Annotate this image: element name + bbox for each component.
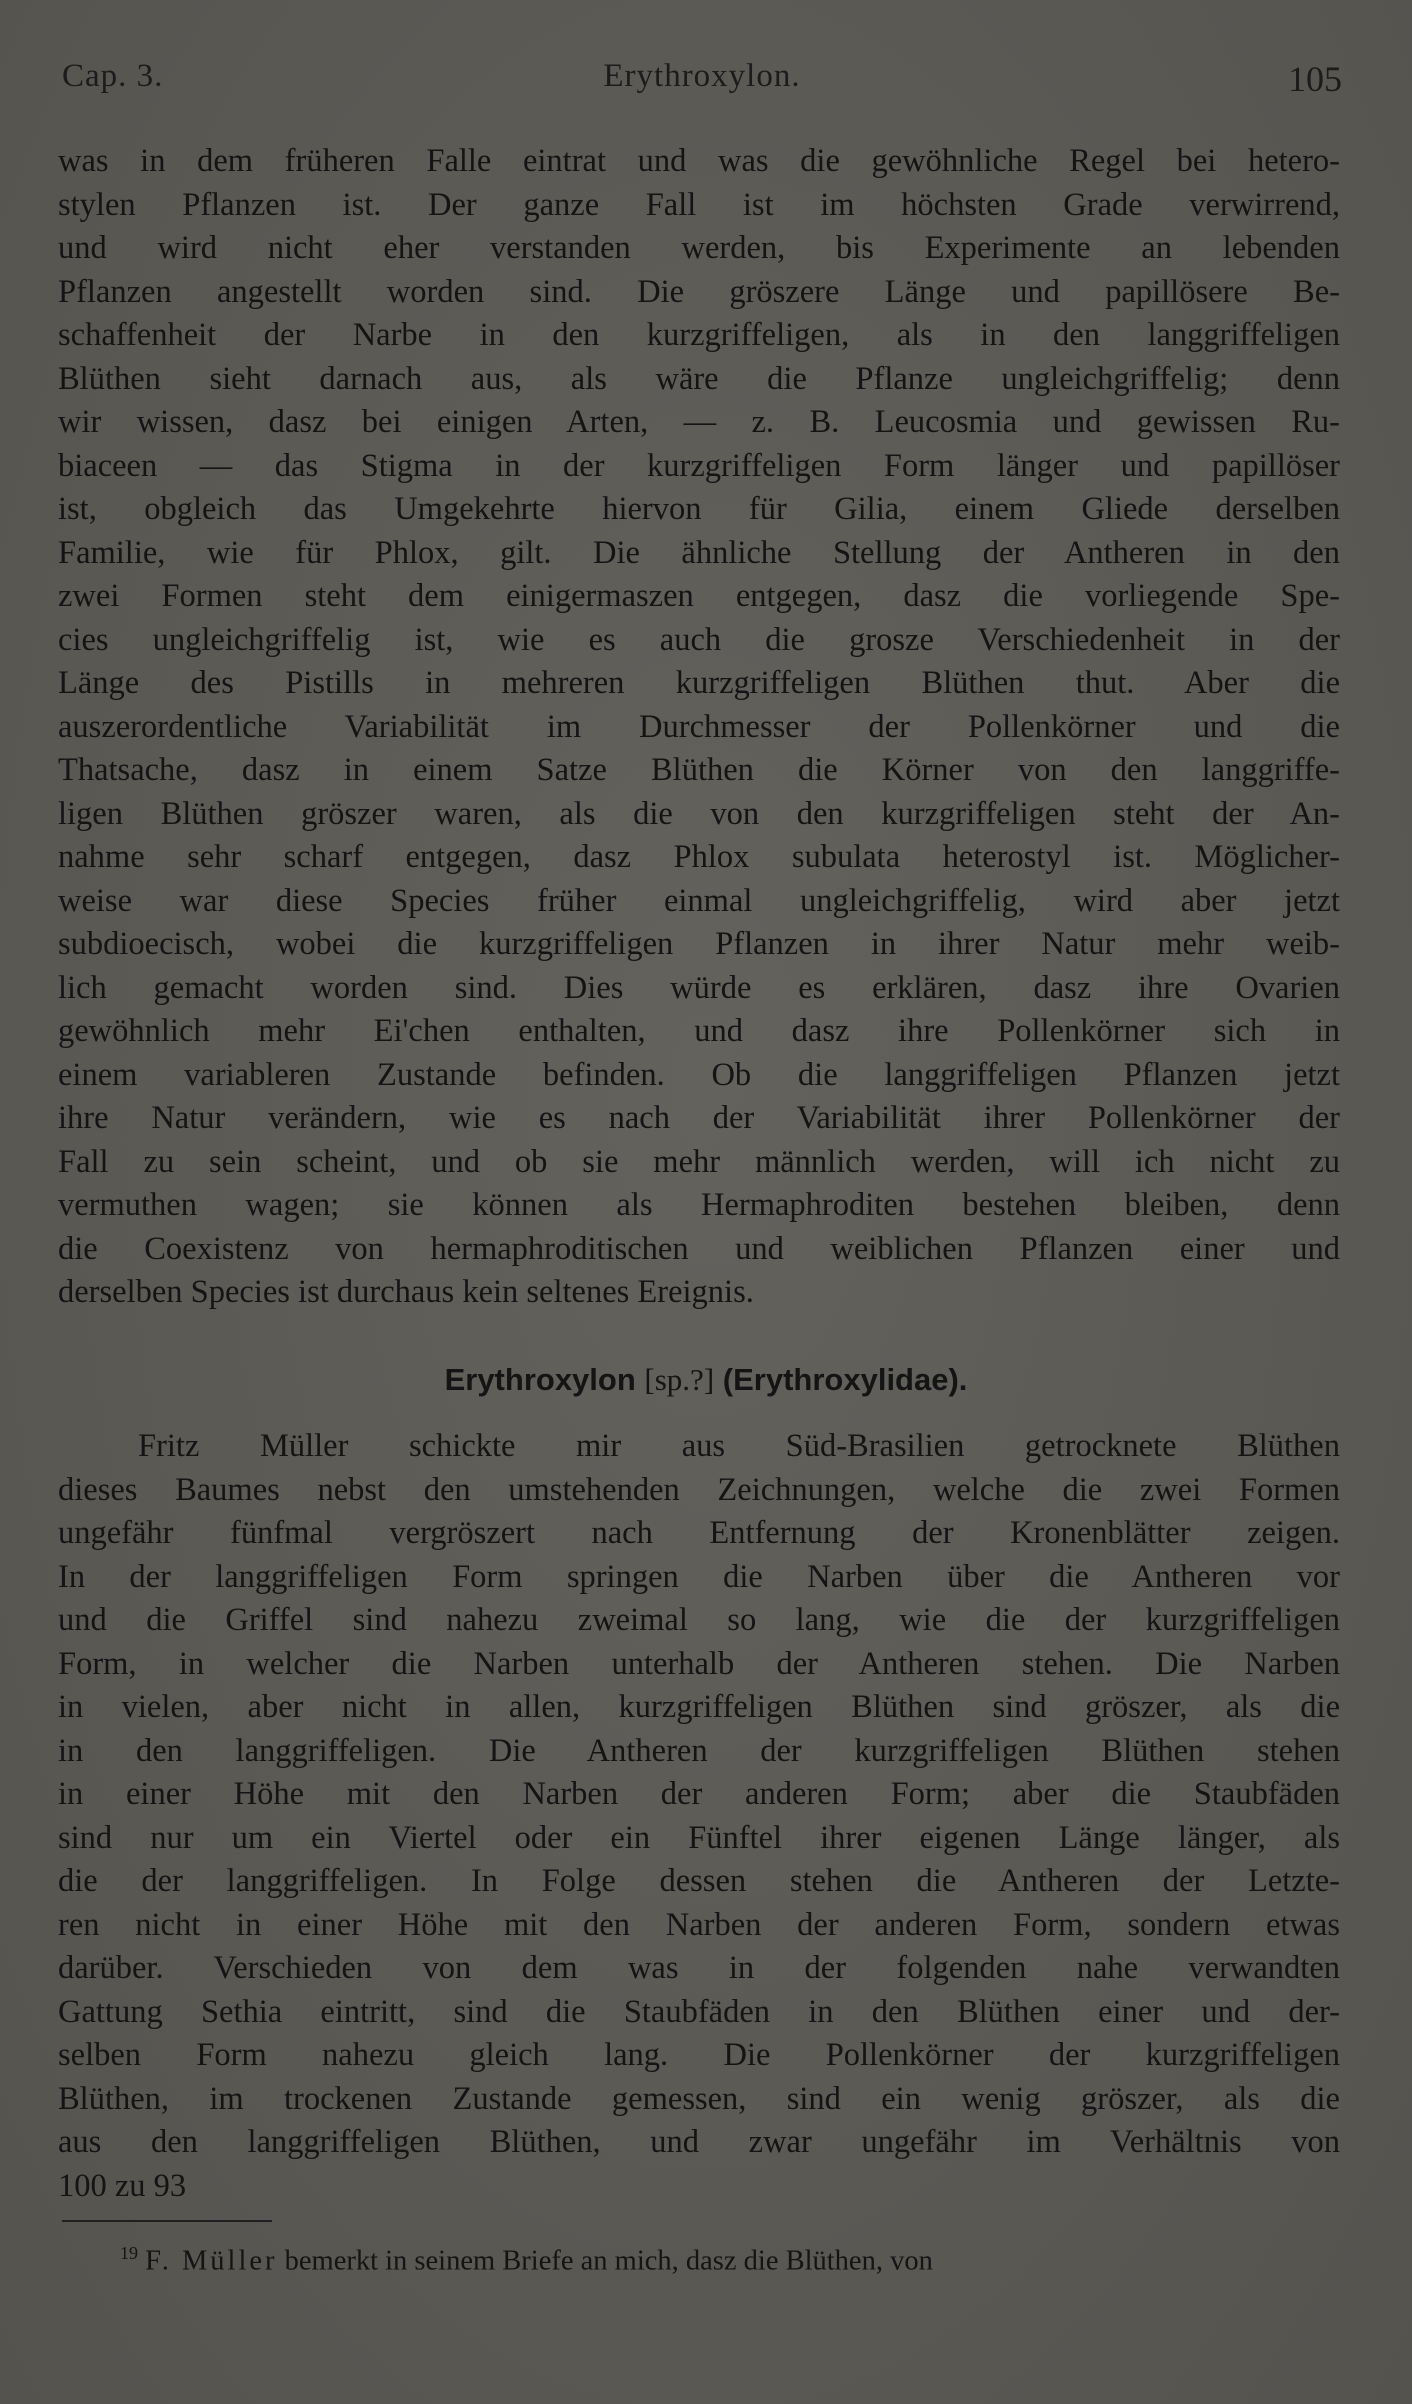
text-line: selben Form nahezu gleich lang. Die Pollenkörner der kurzgriffeligen bbox=[58, 2037, 1340, 2073]
text-line: nahme sehr scharf entgegen, dasz Phlox subulata heterostyl ist. Möglicher- bbox=[58, 839, 1340, 875]
text-line: die der langgriffeligen. In Folge dessen stehen die Antheren der Letzte- bbox=[58, 1863, 1340, 1899]
text-line: ist, obgleich das Umgekehrte hiervon für Gilia, einem Gliede derselben bbox=[58, 491, 1340, 527]
footnote-author: F. Müller bbox=[145, 2245, 278, 2277]
text-line: ungefähr fünfmal vergröszert nach Entfernung der Kronenblätter zeigen. bbox=[58, 1515, 1340, 1551]
text-line: die Coexistenz von hermaphroditischen und weiblichen Pflanzen einer und bbox=[58, 1230, 1340, 1267]
chapter-label: Cap. 3. bbox=[62, 58, 164, 94]
text-line: Familie, wie für Phlox, gilt. Die ähnliche Stellung der Antheren in den bbox=[58, 534, 1340, 571]
text-line: wir wissen, dasz bei einigen Arten, — z. B. Leucosmia und gewissen Ru- bbox=[58, 404, 1340, 440]
text-line: Gattung Sethia eintritt, sind die Staubfäden in den Blüthen einer und der- bbox=[58, 1993, 1340, 2030]
text-line: in einer Höhe mit den Narben der anderen Form; aber die Staubfäden bbox=[58, 1776, 1340, 1812]
text-line: subdioecisch, wobei die kurzgriffeligen Pflanzen in ihrer Natur mehr weib- bbox=[58, 926, 1340, 962]
text-line: weise war diese Species früher einmal ungleichgriffelig, wird aber jetzt bbox=[58, 882, 1340, 919]
footnote-text: bemerkt in seinem Briefe an mich, dasz die Blüthen, von bbox=[284, 2245, 933, 2277]
heading-species: [sp.?] bbox=[644, 1362, 715, 1397]
text-line: Pflanzen angestellt worden sind. Die gröszere Länge und papillösere Be- bbox=[58, 273, 1340, 310]
text-line: lich gemacht worden sind. Dies würde es erklären, dasz ihre Ovarien bbox=[58, 969, 1340, 1006]
text-line: sind nur um ein Viertel oder ein Fünftel ihrer eigenen Länge länger, als bbox=[58, 1819, 1340, 1856]
heading-family: (Erythroxylidae). bbox=[722, 1362, 968, 1397]
heading-genus: Erythroxylon bbox=[444, 1362, 636, 1397]
text-line: vermuthen wagen; sie können als Hermaphroditen bestehen bleiben, denn bbox=[58, 1187, 1340, 1223]
footnote-rule bbox=[62, 2220, 272, 2222]
running-title: Erythroxylon. bbox=[603, 58, 801, 94]
page-number: 105 bbox=[1288, 59, 1342, 99]
text-line: biaceen — das Stigma in der kurzgriffeligen Form länger und papillöser bbox=[58, 447, 1340, 484]
text-line: In der langgriffeligen Form springen die Narben über die Antheren vor bbox=[58, 1558, 1340, 1595]
text-line: ihre Natur verändern, wie es nach der Variabilität ihrer Pollenkörner der bbox=[58, 1100, 1340, 1136]
footnote-number: 19 bbox=[120, 2243, 138, 2263]
text-line: Länge des Pistills in mehreren kurzgriffeligen Blüthen thut. Aber die bbox=[58, 665, 1340, 701]
text-line: Fall zu sein scheint, und ob sie mehr männlich werden, will ich nicht zu bbox=[58, 1143, 1340, 1180]
footnote bbox=[120, 2243, 1340, 2278]
text-line: zwei Formen steht dem einigermaszen entgegen, dasz die vorliegende Spe- bbox=[58, 578, 1340, 614]
text-line: in vielen, aber nicht in allen, kurzgriffeligen Blüthen sind gröszer, als die bbox=[58, 1689, 1340, 1725]
text-line: 100 zu 93 bbox=[58, 2167, 187, 2204]
paragraph-phlox bbox=[58, 140, 1340, 1315]
text-line: ren nicht in einer Höhe mit den Narben der anderen Form, sondern etwas bbox=[58, 1906, 1340, 1943]
text-line: auszerordentliche Variabilität im Durchmesser der Pollenkörner und die bbox=[58, 708, 1340, 745]
paragraph-erythroxylon bbox=[58, 1425, 1340, 2208]
text-line: stylen Pflanzen ist. Der ganze Fall ist im höchsten Grade verwirrend, bbox=[58, 186, 1340, 223]
text-line: ligen Blüthen gröszer waren, als die von den kurzgriffeligen steht der An- bbox=[58, 795, 1340, 832]
text-line: dieses Baumes nebst den umstehenden Zeichnungen, welche die zwei Formen bbox=[58, 1471, 1340, 1508]
text-line: derselben Species ist durchaus kein seltenes Ereignis. bbox=[58, 1274, 754, 1310]
text-line: gewöhnlich mehr Ei'chen enthalten, und dasz ihre Pollenkörner sich in bbox=[58, 1013, 1340, 1049]
section-heading bbox=[0, 1362, 1412, 1398]
text-line: Form, in welcher die Narben unterhalb der Antheren stehen. Die Narben bbox=[58, 1645, 1340, 1682]
text-line: Blüthen, im trockenen Zustande gemessen, sind ein wenig gröszer, als die bbox=[58, 2080, 1340, 2117]
text-line: und die Griffel sind nahezu zweimal so lang, wie die der kurzgriffeligen bbox=[58, 1602, 1340, 1638]
text-line: Fritz Müller schickte mir aus Süd-Brasilien getrocknete Blüthen bbox=[138, 1428, 1340, 1464]
text-line: in den langgriffeligen. Die Antheren der kurzgriffeligen Blüthen stehen bbox=[58, 1732, 1340, 1769]
text-line: schaffenheit der Narbe in den kurzgriffeligen, als in den langgriffeligen bbox=[58, 317, 1340, 353]
text-line: cies ungleichgriffelig ist, wie es auch die grosze Verschiedenheit in der bbox=[58, 621, 1340, 658]
text-line: einem variableren Zustande befinden. Ob die langgriffeligen Pflanzen jetzt bbox=[58, 1056, 1340, 1093]
text-line: Blüthen sieht darnach aus, als wäre die Pflanze ungleichgriffelig; denn bbox=[58, 360, 1340, 397]
text-line: aus den langgriffeligen Blüthen, und zwar ungefähr im Verhältnis von bbox=[58, 2124, 1340, 2160]
text-line: und wird nicht eher verstanden werden, bis Experimente an lebenden bbox=[58, 230, 1340, 266]
running-header bbox=[62, 58, 1342, 108]
text-line: was in dem früheren Falle eintrat und was die gewöhnliche Regel bei hetero- bbox=[58, 143, 1340, 179]
text-line: darüber. Verschieden von dem was in der folgenden nahe verwandten bbox=[58, 1950, 1340, 1986]
text-line: Thatsache, dasz in einem Satze Blüthen die Körner von den langgriffe- bbox=[58, 752, 1340, 788]
